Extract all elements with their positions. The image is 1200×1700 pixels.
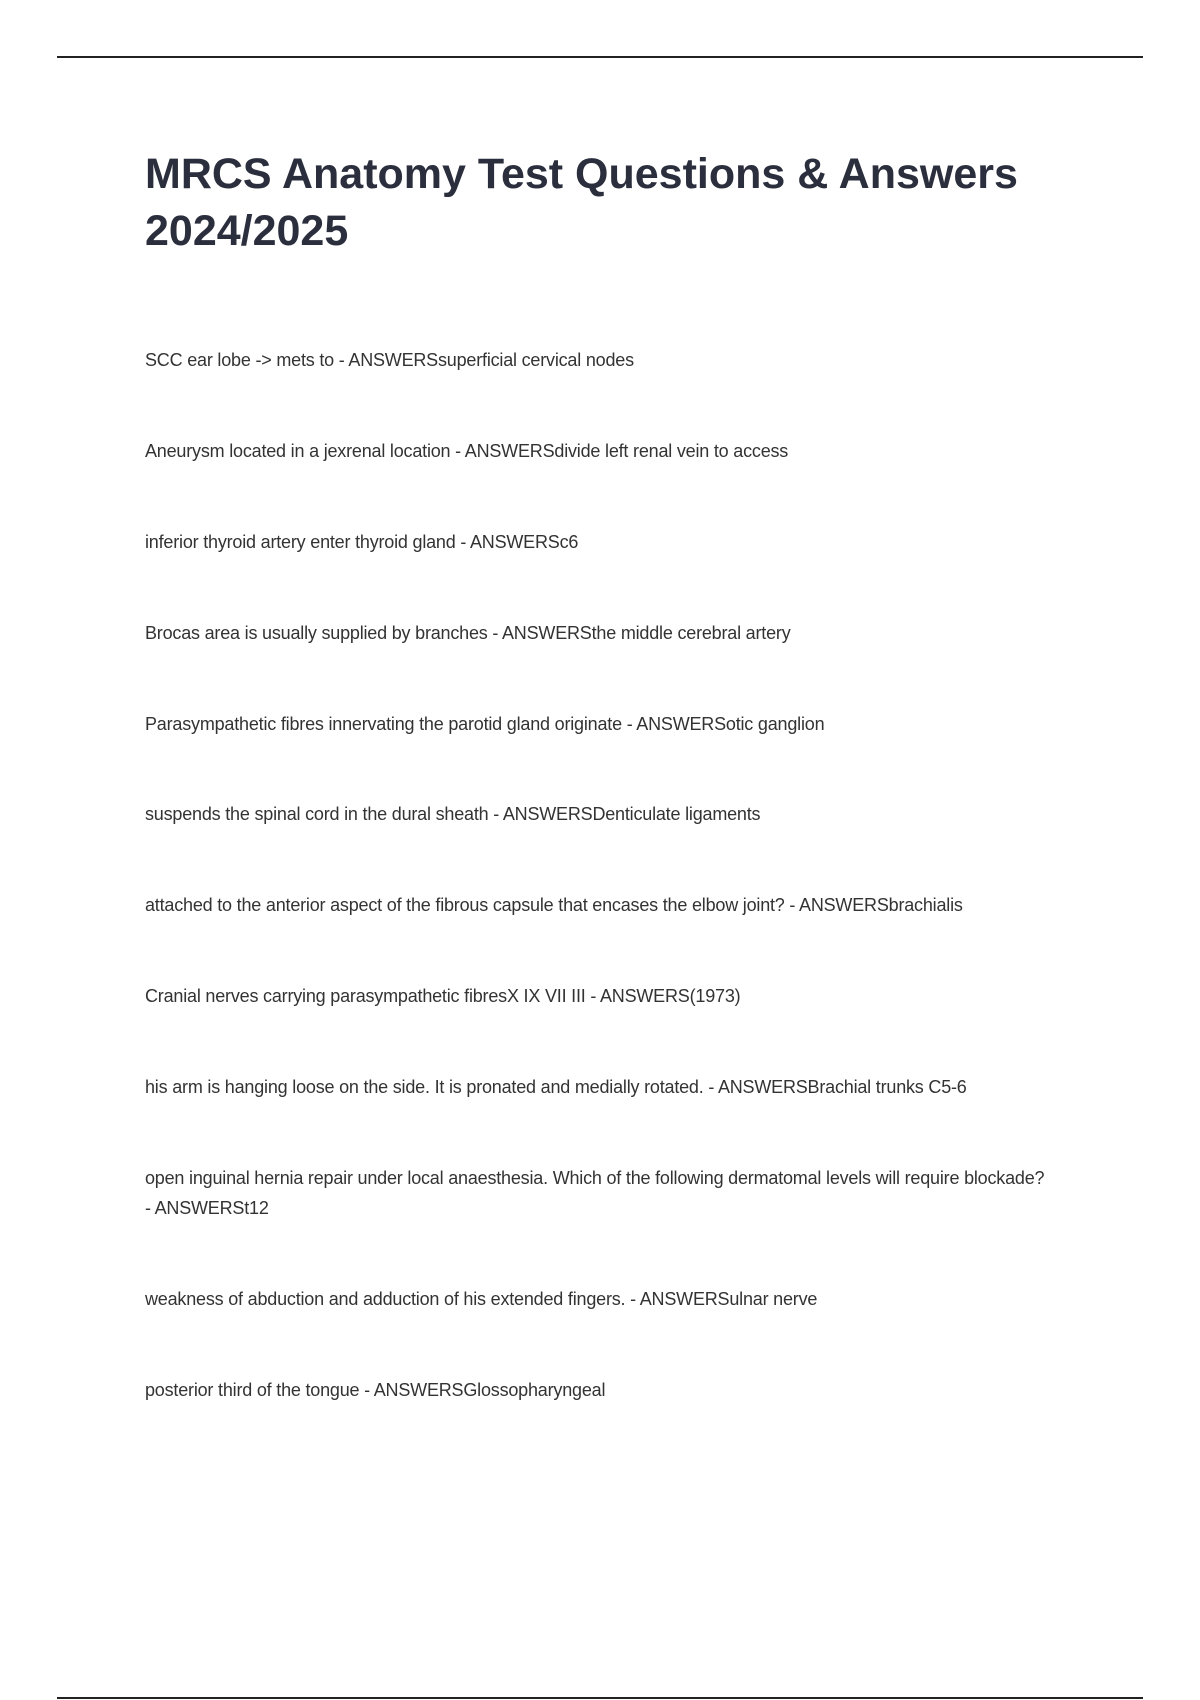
qa-item: suspends the spinal cord in the dural sheath - ANSWERSDenticulate ligaments: [145, 804, 761, 824]
qa-item: Brocas area is usually supplied by branches - ANSWERSthe middle cerebral artery: [145, 623, 791, 643]
qa-item: SCC ear lobe -> mets to - ANSWERSsuperficial cervical nodes: [145, 350, 634, 370]
qa-item: his arm is hanging loose on the side. It is pronated and medially rotated. - ANSWERSBrachial trunks C5-6: [145, 1077, 967, 1097]
qa-item: weakness of abduction and adduction of his extended fingers. - ANSWERSulnar nerve: [145, 1289, 818, 1309]
qa-item: posterior third of the tongue - ANSWERSGlossopharyngeal: [145, 1380, 606, 1400]
qa-item: Parasympathetic fibres innervating the parotid gland originate - ANSWERSotic ganglion: [145, 714, 825, 734]
qa-item: Aneurysm located in a jexrenal location - ANSWERSdivide left renal vein to access: [145, 441, 789, 461]
qa-item: Cranial nerves carrying parasympathetic fibresX IX VII III - ANSWERS(1973): [145, 986, 741, 1006]
qa-item: inferior thyroid artery enter thyroid gland - ANSWERSc6: [145, 532, 579, 552]
qa-item: attached to the anterior aspect of the fibrous capsule that encases the elbow joint? - ANSWERSbrachialis: [145, 895, 963, 915]
top-rule: [57, 56, 1143, 58]
qa-item: open inguinal hernia repair under local anaesthesia. Which of the following dermatomal levels will require blockade? - ANSWERSt12: [145, 1168, 1045, 1218]
page-title: MRCS Anatomy Test Questions & Answers 2024/2025: [145, 150, 1018, 255]
bottom-rule: [57, 1697, 1143, 1699]
